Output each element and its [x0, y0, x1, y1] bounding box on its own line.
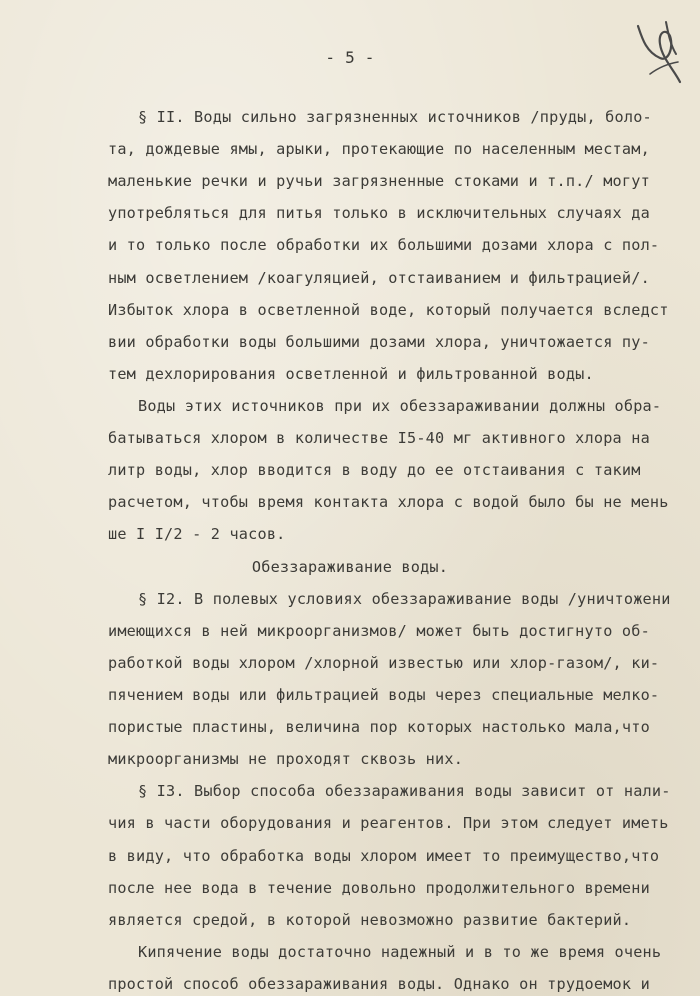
paragraph-2-line-4: расчетом, чтобы время контакта хлора с водой было бы не мень	[108, 493, 669, 512]
section-12-line-6: микроорганизмы не проходят сквозь них.	[108, 750, 464, 769]
section-12-line-5: пористые пластины, величина пор которых настолько мала,что	[108, 718, 650, 737]
section-13-line-3: в виду, что обработка воды хлором имеет то преимущество,что	[108, 846, 660, 865]
paragraph-2-line-2: батываться хлором в количестве I5-40 мг активного хлора на	[108, 429, 650, 448]
section-13-line-4: после нее вода в течение довольно продолжительного времени	[108, 878, 650, 897]
section-13-line-5: является средой, в которой невозможно развитие бактерий.	[108, 910, 632, 929]
paragraph-2-line-5: ше I I/2 - 2 часов.	[108, 525, 286, 544]
section-13-line-1: § I3. Выбор способа обеззараживания воды зависит от нали-	[138, 782, 671, 801]
section-11-line-4: употребляться для питья только в исключительных случаях да	[108, 204, 650, 223]
paragraph-2-line-1: Воды этих источников при их обеззараживании должны обра-	[138, 397, 662, 415]
section-11-line-6: ным осветлением /коагуляцией, отстаиванием и фильтрацией/.	[108, 268, 650, 287]
section-11-line-2: та, дождевые ямы, арыки, протекающие по населенным местам,	[108, 140, 650, 159]
section-12-line-2: имеющихся в ней микроорганизмов/ может быть достигнуто об-	[108, 621, 650, 640]
section-heading: Обеззараживание воды.	[251, 557, 449, 576]
section-11-line-8: вии обработки воды большими дозами хлора, уничтожается пу-	[108, 332, 650, 351]
section-12-line-1: § I2. В полевых условиях обеззараживание воды /уничтожени	[138, 589, 671, 608]
section-11-line-5: и то только после обработки их большими дозами хлора с пол-	[108, 236, 660, 255]
section-11-line-9: тем дехлорирования осветленной и фильтрованной воды.	[108, 364, 594, 383]
section-12-line-4: пячением воды или фильтрацией воды через специальные мелко-	[108, 686, 660, 704]
section-11-line-1: § II. Воды сильно загрязненных источников /пруды, боло-	[138, 108, 652, 126]
paragraph-2-line-3: литр воды, хлор вводится в воду до ее отстаивания с таким	[108, 461, 641, 480]
section-11-line-7: Избыток хлора в осветленной воде, который получается вследст	[108, 300, 669, 319]
section-11-line-3: маленькие речки и ручьи загрязненные стоками и т.п./ могут	[108, 172, 650, 191]
section-12-line-3: работкой воды хлором /хлорной известью или хлор-газом/, ки-	[108, 653, 660, 672]
paragraph-last-line-2: простой способ обеззараживания воды. Однако он трудоемок и	[108, 975, 650, 993]
page-number: - 5 -	[325, 48, 375, 67]
section-13-line-2: чия в части оборудования и реагентов. При этом следует иметь	[108, 814, 669, 833]
paragraph-last-line-1: Кипячение воды достаточно надежный и в то же время очень	[138, 942, 662, 961]
